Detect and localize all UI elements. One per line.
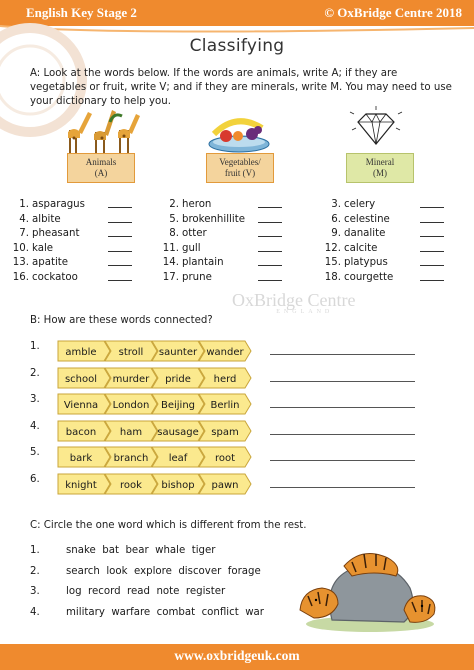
answer-blank[interactable] (258, 271, 282, 281)
word-column-2 (156, 198, 282, 285)
category-animals-name: Animals (85, 157, 117, 167)
header-subject: English Key Stage 2 (26, 5, 137, 20)
answer-blank[interactable] (420, 227, 444, 237)
row-number: 4. (30, 420, 40, 432)
answer-line[interactable] (270, 381, 415, 382)
odd-one-out-row (30, 562, 264, 583)
answer-blank[interactable] (420, 213, 444, 223)
word-number: 2. (169, 199, 179, 210)
word-item (318, 256, 444, 271)
answer-blank[interactable] (258, 198, 282, 208)
word-text: celery (344, 199, 376, 210)
chain-word: wander (206, 347, 244, 358)
word-item (156, 198, 282, 213)
word-number: 17. (162, 271, 179, 283)
chain-word: Vienna (63, 400, 99, 412)
category-mineral-code: (M) (373, 168, 387, 178)
word-number: 7. (19, 228, 29, 239)
word-item (156, 213, 282, 228)
row-number: 2. (30, 565, 40, 577)
answer-line[interactable] (270, 460, 415, 461)
chain-word: Beijing (160, 400, 196, 412)
answer-blank[interactable] (258, 242, 282, 252)
chain-word: amble (65, 347, 97, 358)
connection-row (30, 473, 460, 493)
word-chain (56, 420, 256, 442)
row-words[interactable]: military warfare combat conflict war (66, 606, 264, 618)
odd-one-out-row (30, 603, 264, 624)
oxbridge-watermark (232, 290, 355, 315)
chain-word: bishop (161, 480, 195, 491)
word-text: danalite (344, 228, 386, 239)
answer-line[interactable] (270, 354, 415, 355)
word-text: brokenhillite (182, 213, 245, 225)
chain-word: sausage (157, 426, 199, 438)
word-item (6, 242, 132, 257)
word-column-3 (318, 198, 444, 285)
connection-row (30, 340, 460, 360)
word-item (6, 227, 132, 242)
tigers-illustration (292, 540, 442, 638)
answer-line[interactable] (270, 487, 415, 488)
word-text: pheasant (32, 228, 80, 239)
chain-word: ham (119, 426, 143, 438)
chain-word: herd (213, 373, 237, 385)
word-number: 6. (331, 213, 341, 225)
row-number: 1. (30, 545, 40, 556)
word-item (6, 213, 132, 228)
chain-word: pride (165, 373, 191, 385)
connection-row (30, 446, 460, 466)
word-text: asparagus (32, 199, 85, 210)
word-item (6, 256, 132, 271)
answer-blank[interactable] (258, 256, 282, 266)
chain-word: school (64, 373, 98, 385)
word-text: apatite (32, 257, 69, 268)
answer-blank[interactable] (420, 198, 444, 208)
word-number: 8. (169, 228, 179, 239)
connection-row (30, 367, 460, 387)
chain-word: murder (112, 373, 150, 385)
word-text: heron (182, 199, 212, 210)
word-item (156, 256, 282, 271)
category-mineral-name: Mineral (365, 157, 395, 167)
word-text: courgette (344, 271, 394, 283)
row-number: 6. (30, 474, 40, 485)
word-item (6, 198, 132, 213)
word-text: celestine (344, 213, 390, 225)
connection-row (30, 420, 460, 440)
word-number: 18. (324, 271, 341, 283)
word-text: plantain (182, 257, 224, 268)
answer-blank[interactable] (108, 227, 132, 237)
row-number: 3. (30, 586, 40, 597)
row-number: 3. (30, 394, 40, 406)
chain-word: rook (120, 480, 142, 491)
word-item (318, 271, 444, 286)
category-mineral (346, 153, 414, 183)
word-item (318, 242, 444, 257)
chain-word: bacon (65, 426, 97, 438)
row-words[interactable]: search look explore discover forage (66, 565, 261, 577)
word-text: platypus (344, 257, 388, 268)
section-b-instructions: B: How are these words connected? (30, 315, 213, 326)
word-text: otter (182, 228, 207, 239)
footer-website-link[interactable]: www.oxbridgeuk.com (174, 648, 300, 663)
chain-word: saunter (158, 347, 198, 358)
category-animals-code: (A) (94, 168, 108, 178)
chain-word: leaf (168, 453, 188, 465)
word-text: cockatoo (32, 271, 78, 283)
word-item (156, 271, 282, 286)
watermark-country: ENGLAND (276, 309, 334, 315)
chain-word: pawn (211, 480, 239, 491)
word-number: 10. (12, 242, 29, 254)
section-c-instructions: C: Circle the one word which is different from the rest. (30, 520, 307, 531)
word-item (318, 213, 444, 228)
word-text: gull (182, 242, 201, 254)
word-number: 14. (162, 257, 179, 268)
chain-word: spam (211, 426, 239, 438)
odd-one-out-row (30, 582, 264, 603)
word-number: 12. (324, 242, 341, 254)
page-title: Classifying (189, 36, 285, 56)
word-number: 9. (331, 228, 341, 239)
word-number: 13. (12, 257, 29, 268)
word-item (318, 198, 444, 213)
word-item (6, 271, 132, 286)
word-number: 15. (324, 257, 341, 268)
word-text: prune (182, 271, 212, 283)
word-chain (56, 473, 256, 495)
answer-blank[interactable] (108, 271, 132, 281)
fruit-bowl-illustration (206, 108, 272, 154)
word-number: 3. (331, 199, 341, 210)
answer-blank[interactable] (258, 213, 282, 223)
answer-blank[interactable] (420, 271, 444, 281)
word-number: 16. (12, 271, 29, 283)
giraffes-illustration (62, 108, 146, 156)
chain-word: bark (69, 453, 93, 465)
chain-word: root (214, 453, 236, 465)
word-text: albite (32, 213, 61, 225)
answer-line[interactable] (270, 407, 415, 408)
header-copyright: © OxBridge Centre 2018 (324, 5, 462, 20)
word-number: 4. (19, 213, 29, 225)
chain-word: stroll (118, 347, 144, 358)
word-chain (56, 446, 256, 468)
row-words[interactable]: snake bat bear whale tiger (66, 545, 216, 556)
word-number: 1. (19, 199, 29, 210)
odd-one-out-list (30, 541, 264, 623)
word-chain (56, 340, 256, 362)
odd-one-out-row (30, 541, 264, 562)
row-number: 2. (30, 367, 40, 379)
word-column-1 (6, 198, 132, 285)
diamond-illustration (346, 104, 406, 152)
connection-row (30, 393, 460, 413)
footer-bar (0, 644, 474, 670)
answer-blank[interactable] (108, 213, 132, 223)
chain-word: London (112, 400, 150, 412)
word-item (318, 227, 444, 242)
word-chain (56, 393, 256, 415)
answer-blank[interactable] (258, 227, 282, 237)
word-number: 5. (169, 213, 179, 225)
chain-word: branch (113, 453, 149, 465)
category-vegetables-name: Vegetables/ (219, 157, 261, 167)
row-number: 4. (30, 606, 40, 618)
row-number: 1. (30, 341, 40, 352)
category-vegetables-code: fruit (V) (224, 168, 256, 178)
answer-blank[interactable] (420, 242, 444, 252)
row-number: 5. (30, 447, 40, 459)
answer-blank[interactable] (108, 256, 132, 266)
watermark-name: OxBridge Centre (232, 290, 356, 310)
word-text: kale (32, 242, 54, 254)
chain-word: knight (65, 480, 97, 491)
category-animals (67, 153, 135, 183)
section-a-instructions: A: Look at the words below. If the words are animals, write A; if they are vegetables or fruit, write V; and if they are minerals, write M. You may need to use your dictionary to help you. (30, 68, 452, 107)
answer-blank[interactable] (108, 242, 132, 252)
word-item (156, 227, 282, 242)
word-text: calcite (344, 242, 378, 254)
answer-blank[interactable] (108, 198, 132, 208)
answer-line[interactable] (270, 434, 415, 435)
category-vegetables-fruit (206, 153, 274, 183)
word-item (156, 242, 282, 257)
row-words[interactable]: log record read note register (66, 586, 226, 597)
answer-blank[interactable] (420, 256, 444, 266)
word-number: 11. (162, 242, 179, 254)
chain-word: Berlin (210, 400, 240, 412)
word-chain (56, 367, 256, 389)
